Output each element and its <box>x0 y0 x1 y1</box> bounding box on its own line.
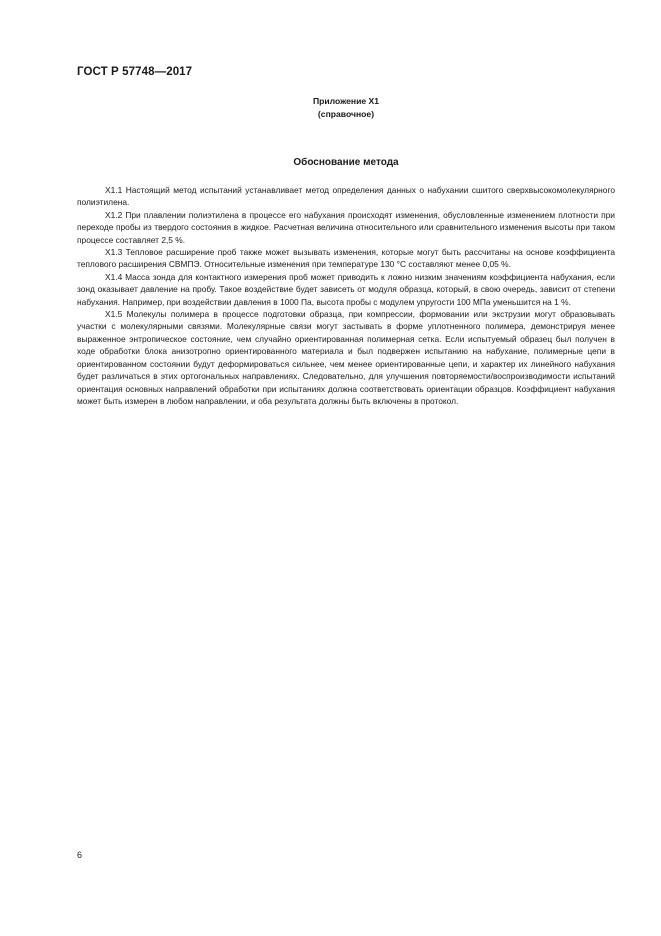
paragraph-x1-2: X1.2 При плавлении полиэтилена в процессе его набухания происходят изменения, обусловленные изменением плотности при переходе пробы из твердого состояния в жидкое. Расчетная величина относительного или сравнительного изменения высоты при таком процессе составляет 2,5 %. <box>77 209 615 245</box>
paragraph-x1-3: X1.3 Тепловое расширение проб также может вызывать изменения, которые могут быть рассчитаны на основе коэффициента теплового расширения СВМПЭ. Относительные изменения при температуре 130 °С составляют менее 0,05 %. <box>77 247 615 270</box>
paragraph-x1-1: X1.1 Настоящий метод испытаний устанавливает метод определения данных о набухании сшитого сверхвысокомолекулярного полиэтилена. <box>77 185 615 208</box>
page-number: 6 <box>77 850 83 860</box>
section-title: Обоснование метода <box>293 157 399 168</box>
paragraph-x1-4: X1.4 Масса зонда для контактного измерения проб может приводить к ложно низким значениям коэффициента набухания, если зонд оказывает давление на пробу. Такое воздействие будет зависеть от модуля образца, который, в свою очередь, зависит от степени набухания. Например, при воздействии давления в 1000 Па, высота пробы с модулем упругости 100 МПа уменьшится на 1 %. <box>77 271 615 307</box>
paragraph-x1-5: X1.5 Молекулы полимера в процессе подготовки образца, при компрессии, формовании или экструзии могут образовывать участки с молекулярными связями. Молекулярные связи могут застывать в форме уплотненного полимера, демонстрируя менее выраженное энтропическое состояние, чем случайно ориентированная полимерная сетка. Если испытуемый образец был получен в ходе обработки блока анизотропно ориентированного материала и был подвержен испытанию на набухание, полимерные цепи в ориентированном состоянии будут деформироваться сильнее, чем менее ориентированные цепи, и характер их линейного набухания будет различаться в этих ортогональных направлениях. Следовательно, для улучшения повторяемости/воспроизводимости испытаний ориентация основных направлений обработки при испытаниях должна соответствовать ориентации образцов. Коэффициент набухания может быть измерен в любом направлении, и оба результата должны быть включены в протокол. <box>77 309 615 406</box>
appendix-title: Приложение X1 <box>312 96 380 106</box>
body-text <box>77 184 615 407</box>
document-code: ГОСТ Р 57748—2017 <box>77 66 193 78</box>
appendix-subtitle: (справочное) <box>317 109 375 119</box>
